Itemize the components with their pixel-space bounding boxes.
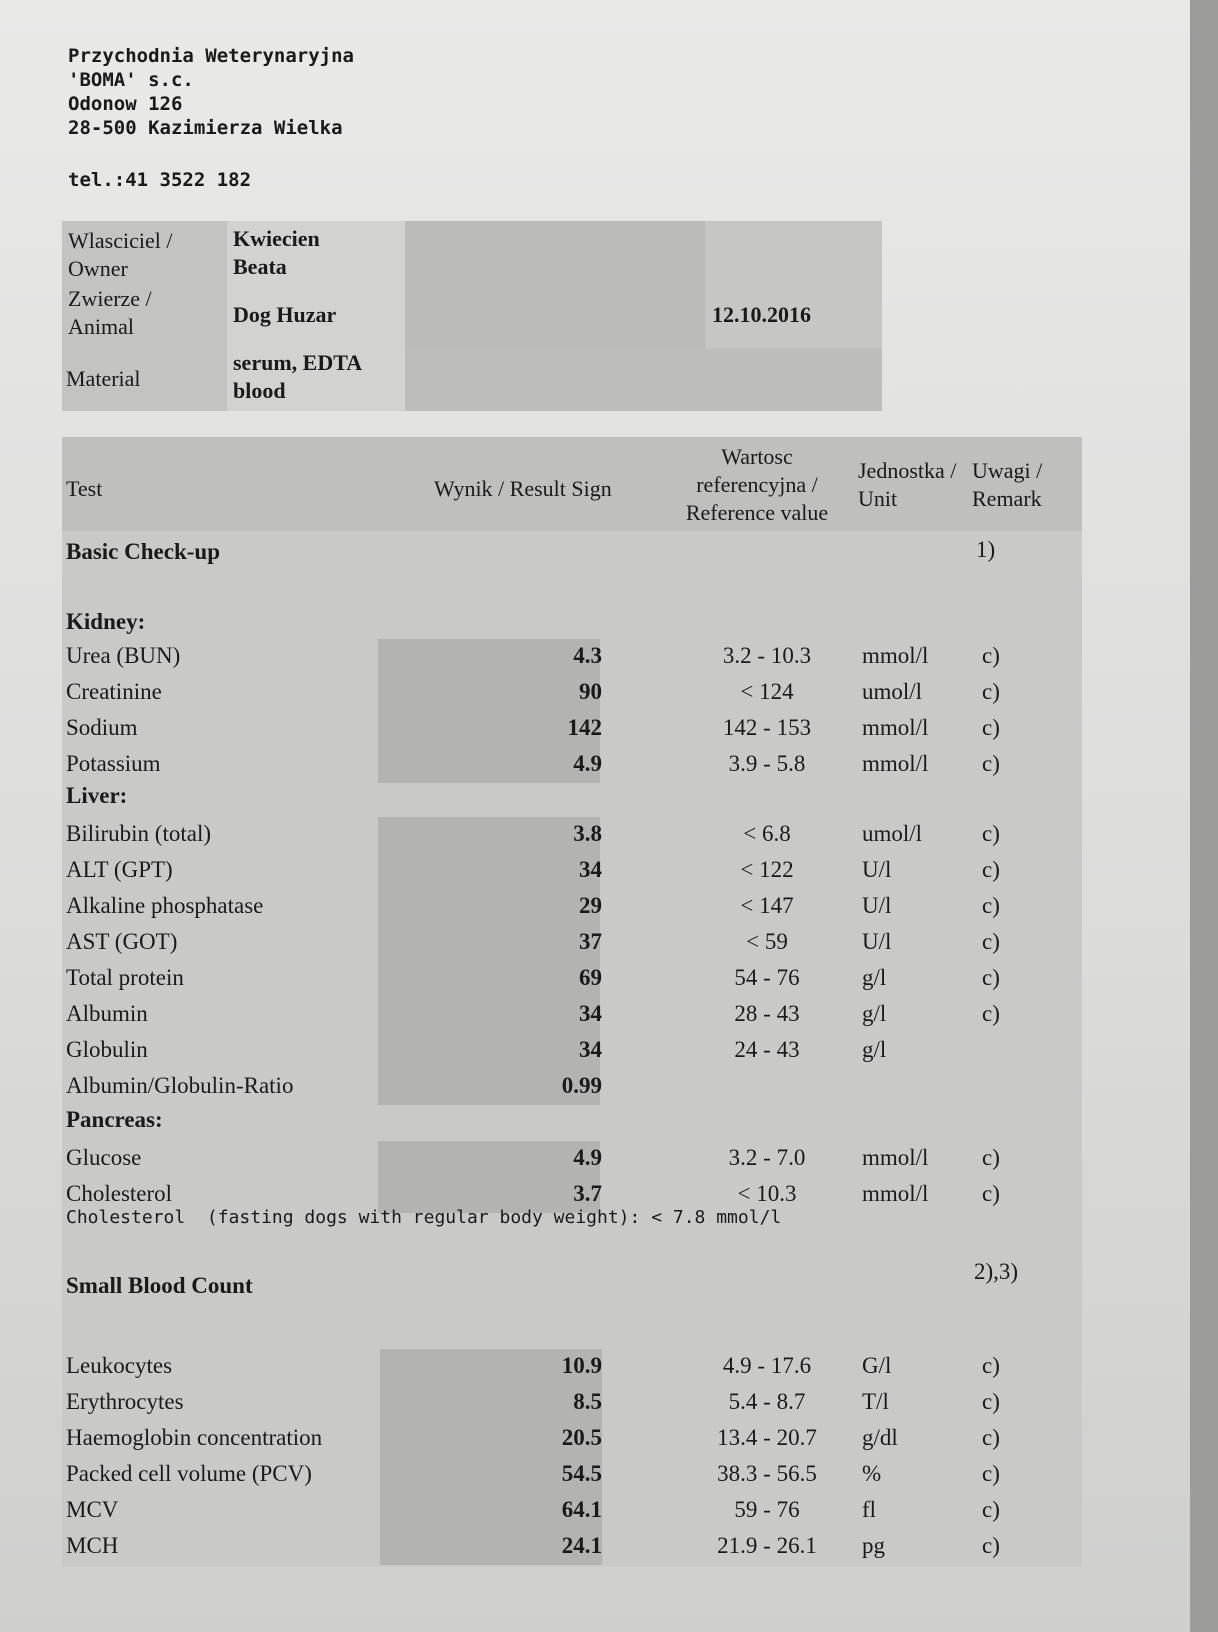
test-name: Globulin [66,1037,148,1062]
info-date-cell [705,221,882,349]
test-result: 4.9 [573,1145,602,1170]
unit: U/l [862,893,892,918]
test-name: Albumin [66,1001,148,1026]
test-result: 4.3 [573,643,602,668]
info-blank-cell [405,221,705,349]
unit: mmol/l [862,1181,929,1206]
results-table [62,437,1082,1567]
reference-value: 13.4 - 20.7 [717,1425,817,1450]
table-row [62,747,1082,783]
test-result: 0.99 [561,1073,602,1098]
unit: umol/l [862,679,923,704]
cholesterol-note: Cholesterol (fasting dogs with regular body weight): < 7.8 mmol/l [66,1207,782,1228]
header-test: Test [66,476,103,501]
table-row [62,1385,1082,1421]
test-name: Erythrocytes [66,1389,184,1414]
reference-value: < 10.3 [737,1181,797,1206]
remark: c) [982,679,1000,704]
kidney-title: Kidney: [66,609,146,634]
pancreas-title: Pancreas: [66,1107,163,1132]
remark: c) [982,1001,1000,1026]
reference-value: 54 - 76 [734,965,800,990]
remark: c) [982,821,1000,846]
test-name: Cholesterol [66,1181,173,1206]
material-value-2: blood [233,378,286,403]
test-name: Glucose [66,1145,142,1170]
remark: c) [982,1389,1000,1414]
header-remark-1: Uwagi / [972,458,1043,483]
table-row [62,1457,1082,1493]
test-name: Bilirubin (total) [66,821,212,846]
reference-value: < 122 [740,857,794,882]
clinic-name: Przychodnia Weterynaryjna [68,45,354,67]
table-row [62,1069,1082,1105]
table-row [62,1421,1082,1457]
test-result: 24.1 [561,1533,602,1558]
test-name: Creatinine [66,679,162,704]
test-result: 4.9 [573,751,602,776]
test-result: 3.8 [573,821,602,846]
unit: G/l [862,1353,892,1378]
unit: g/l [862,965,887,990]
basic-checkup-title: Basic Check-up [66,539,220,564]
header-unit-2: Unit [858,486,898,511]
test-result: 34 [579,1001,602,1026]
reference-value: 59 - 76 [734,1497,800,1522]
unit: U/l [862,857,892,882]
table-row [62,639,1082,675]
header-result: Wynik / Result Sign [434,476,612,501]
remark: c) [982,1145,1000,1170]
test-name: Potassium [66,751,161,776]
animal-label-2: Animal [68,314,134,339]
table-row [62,1033,1082,1069]
unit: umol/l [862,821,923,846]
test-name: MCH [66,1533,119,1558]
reference-value: < 59 [746,929,788,954]
unit: pg [862,1533,885,1558]
header-remark-2: Remark [972,486,1042,511]
remark: c) [982,1533,1000,1558]
unit: % [862,1461,882,1486]
test-result: 54.5 [561,1461,602,1486]
test-result: 142 [567,715,602,740]
remark: c) [982,893,1000,918]
reference-value: < 124 [740,679,794,704]
header-unit-1: Jednostka / [858,458,957,483]
test-name: AST (GOT) [66,929,178,954]
clinic-street: Odonow 126 [68,93,183,115]
table-row [62,997,1082,1033]
table-row [62,1529,1082,1565]
unit: U/l [862,929,892,954]
test-result: 64.1 [561,1497,602,1522]
unit: fl [862,1497,877,1522]
owner-value-2: Beata [233,254,287,279]
blood-count-remark: 2),3) [974,1259,1019,1284]
remark: c) [982,1497,1000,1522]
reference-value: 3.9 - 5.8 [728,751,806,776]
test-result: 34 [579,857,602,882]
owner-value-1: Kwiecien [233,226,320,251]
test-name: Packed cell volume (PCV) [66,1461,312,1486]
test-name: Urea (BUN) [66,643,181,668]
table-row [62,853,1082,889]
reference-value: 21.9 - 26.1 [717,1533,817,1558]
liver-title: Liver: [66,783,128,808]
clinic-company: 'BOMA' s.c. [68,69,194,91]
table-row [62,925,1082,961]
test-result: 8.5 [573,1389,602,1414]
test-name: Alkaline phosphatase [66,893,264,918]
test-result: 20.5 [561,1425,602,1450]
reference-value: 142 - 153 [722,715,812,740]
reference-value: 24 - 43 [734,1037,800,1062]
test-name: Haemoglobin concentration [66,1425,323,1450]
table-row [62,889,1082,925]
table-row [62,817,1082,853]
unit: mmol/l [862,1145,929,1170]
unit: g/l [862,1001,887,1026]
reference-value: 3.2 - 7.0 [728,1145,806,1170]
basic-checkup-remark: 1) [976,537,996,562]
header-ref-1: Wartosc [721,444,793,469]
owner-label-1: Wlasciciel / [68,228,173,253]
unit: mmol/l [862,751,929,776]
header-ref-2: referencyjna / [696,472,818,497]
remark: c) [982,857,1000,882]
table-row [62,1141,1082,1177]
patient-info-table [62,221,882,411]
unit: g/dl [862,1425,898,1450]
remark: c) [982,929,1000,954]
test-result: 3.7 [573,1181,602,1206]
test-name: Sodium [66,715,138,740]
clinic-header [68,44,354,192]
clinic-phone: tel.:41 3522 182 [68,169,252,191]
test-result: 10.9 [561,1353,602,1378]
test-name: ALT (GPT) [66,857,173,882]
unit: T/l [862,1389,889,1414]
header-ref-3: Reference value [685,500,829,525]
reference-value: 38.3 - 56.5 [717,1461,817,1486]
test-name: Albumin/Globulin-Ratio [66,1073,294,1098]
test-result: 69 [579,965,602,990]
test-result: 29 [579,893,602,918]
test-name: Leukocytes [66,1353,173,1378]
owner-label-2: Owner [68,256,128,281]
table-row [62,711,1082,747]
clinic-city: 28-500 Kazimierza Wielka [68,117,343,139]
material-value-1: serum, EDTA [233,350,363,375]
table-row [62,675,1082,711]
remark: c) [982,715,1000,740]
unit: g/l [862,1037,887,1062]
remark: c) [982,965,1000,990]
table-row [62,1349,1082,1385]
unit: mmol/l [862,643,929,668]
material-label: Material [66,366,141,391]
reference-value: < 6.8 [743,821,791,846]
test-result: 90 [579,679,602,704]
remark: c) [982,1181,1000,1206]
table-row [62,961,1082,997]
unit: mmol/l [862,715,929,740]
reference-value: 4.9 - 17.6 [722,1353,812,1378]
test-result: 34 [579,1037,602,1062]
remark: c) [982,1425,1000,1450]
table-row [62,1493,1082,1529]
reference-value: 3.2 - 10.3 [722,643,812,668]
reference-value: 5.4 - 8.7 [728,1389,806,1414]
blood-count-title: Small Blood Count [66,1273,253,1298]
test-name: MCV [66,1497,119,1522]
report-date: 12.10.2016 [712,302,811,327]
remark: c) [982,1353,1000,1378]
remark: c) [982,751,1000,776]
animal-value: Dog Huzar [233,302,337,327]
reference-value: 28 - 43 [734,1001,800,1026]
test-result: 37 [579,929,602,954]
animal-label-1: Zwierze / [68,286,152,311]
results-header-row [62,437,1082,531]
test-name: Total protein [66,965,184,990]
reference-value: < 147 [740,893,794,918]
remark: c) [982,643,1000,668]
remark: c) [982,1461,1000,1486]
